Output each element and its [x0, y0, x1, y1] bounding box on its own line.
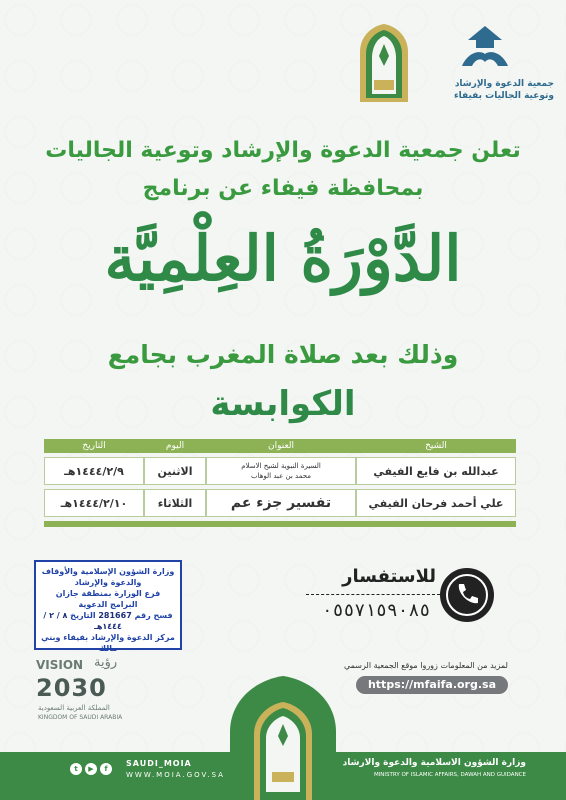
stamp-line3: البرامج الدعوية [78, 600, 138, 609]
announcement-line1: تعلن جمعية الدعوة والإرشاد وتوعية الجاليات [45, 138, 521, 163]
twitter-icon[interactable]: t [70, 763, 82, 775]
society-name [444, 78, 554, 102]
vision-year: 2030 [36, 674, 107, 702]
schedule-header-row [44, 439, 516, 453]
header-sheikh: الشيخ [356, 439, 516, 453]
row2-title: تفسير جزء عم [206, 489, 356, 517]
program-title: الدَّوْرَةُ العِلْمِيَّة [104, 222, 462, 295]
stamp-line4 [41, 610, 175, 632]
website-label: لمزيد من المعلومات زوروا موقع الجمعية الرسمي [344, 661, 508, 670]
row1-title-line2: محمد بن عبد الوهاب [251, 472, 312, 480]
society-name-line1: جمعية الدعوة والإرشاد [454, 79, 554, 89]
schedule-table [44, 439, 516, 527]
stamp-permit-number: 281667 [98, 611, 132, 620]
row1-day: الاثنين [144, 457, 206, 485]
time-line: وذلك بعد صلاة المغرب بجامع [107, 340, 459, 369]
society-logo [450, 24, 520, 68]
row1-sheikh: عبدالله بن فايع الفيفي [356, 457, 516, 485]
kingdom-name-ar: المملكة العربية السعودية [38, 704, 110, 712]
row1-date: ١٤٤٤/٢/٩هـ [44, 457, 144, 485]
stamp-permit-label: فسح رقم [134, 611, 173, 620]
phone-icon [440, 568, 494, 622]
inquiry-label-text: للاستفسار [342, 566, 436, 587]
vision-label-en: VISION [36, 658, 84, 672]
phone-number[interactable]: ٠٥٥٧١٥٩٠٨٥ [321, 600, 431, 621]
facebook-icon[interactable]: f [100, 763, 112, 775]
stamp-line2: فرع الوزارة بمنطقة جازان [55, 589, 161, 598]
stamp-line1: وزارة الشؤون الإسلامية والأوقاف والدعوة والإرشاد [41, 567, 175, 587]
announcement-line2: بمحافظة فيفاء عن برنامج [142, 176, 424, 201]
row2-day: الثلاثاء [144, 489, 206, 517]
table-bottom-bar [44, 521, 516, 527]
ministry-website[interactable]: WWW.MOIA.GOV.SA [126, 771, 225, 779]
stamp-date-label: التاريخ [70, 611, 96, 620]
row2-date: ١٤٤٤/٢/١٠هـ [44, 489, 144, 517]
row1-title-line1: السيرة النبوية لشيخ الاسلام [241, 462, 321, 470]
ministry-emblem-footer-icon [230, 676, 336, 800]
header-date: التاريخ [44, 439, 144, 453]
vision-label-ar: رؤية [94, 655, 118, 670]
approval-stamp [34, 560, 182, 653]
header-day: اليوم [144, 439, 206, 453]
stamp-line5: مركز الدعوة والإرشاد بفيفاء وبني مالك [41, 633, 175, 653]
mosque-name: الكوابسة [210, 384, 356, 424]
youtube-icon[interactable]: ▶ [85, 763, 97, 775]
ministry-emblem-icon [358, 22, 410, 104]
table-row [44, 489, 516, 517]
stamp-date: ٨ / ٢ / ١٤٤٤هـ [43, 611, 122, 631]
kingdom-name-en: KINGDOM OF SAUDI ARABIA [38, 714, 123, 721]
social-icons [70, 763, 112, 775]
row2-sheikh: علي أحمد فرحان الفيفي [356, 489, 516, 517]
society-name-line2: وتوعية الجاليات بفيفاء [454, 91, 554, 101]
ministry-name-en: MINISTRY OF ISLAMIC AFFAIRS, DAWAH AND GUIDANCE [373, 772, 526, 778]
website-link[interactable]: https://mfaifa.org.sa [356, 676, 508, 694]
phone-divider [306, 594, 440, 595]
ministry-name-ar: وزارة الشؤون الاسلامية والدعوة والارشاد [342, 758, 526, 768]
table-row [44, 457, 516, 485]
social-handle: SAUDI_MOIA [126, 759, 192, 768]
header-title: العنوان [206, 439, 356, 453]
row1-title [206, 457, 356, 485]
